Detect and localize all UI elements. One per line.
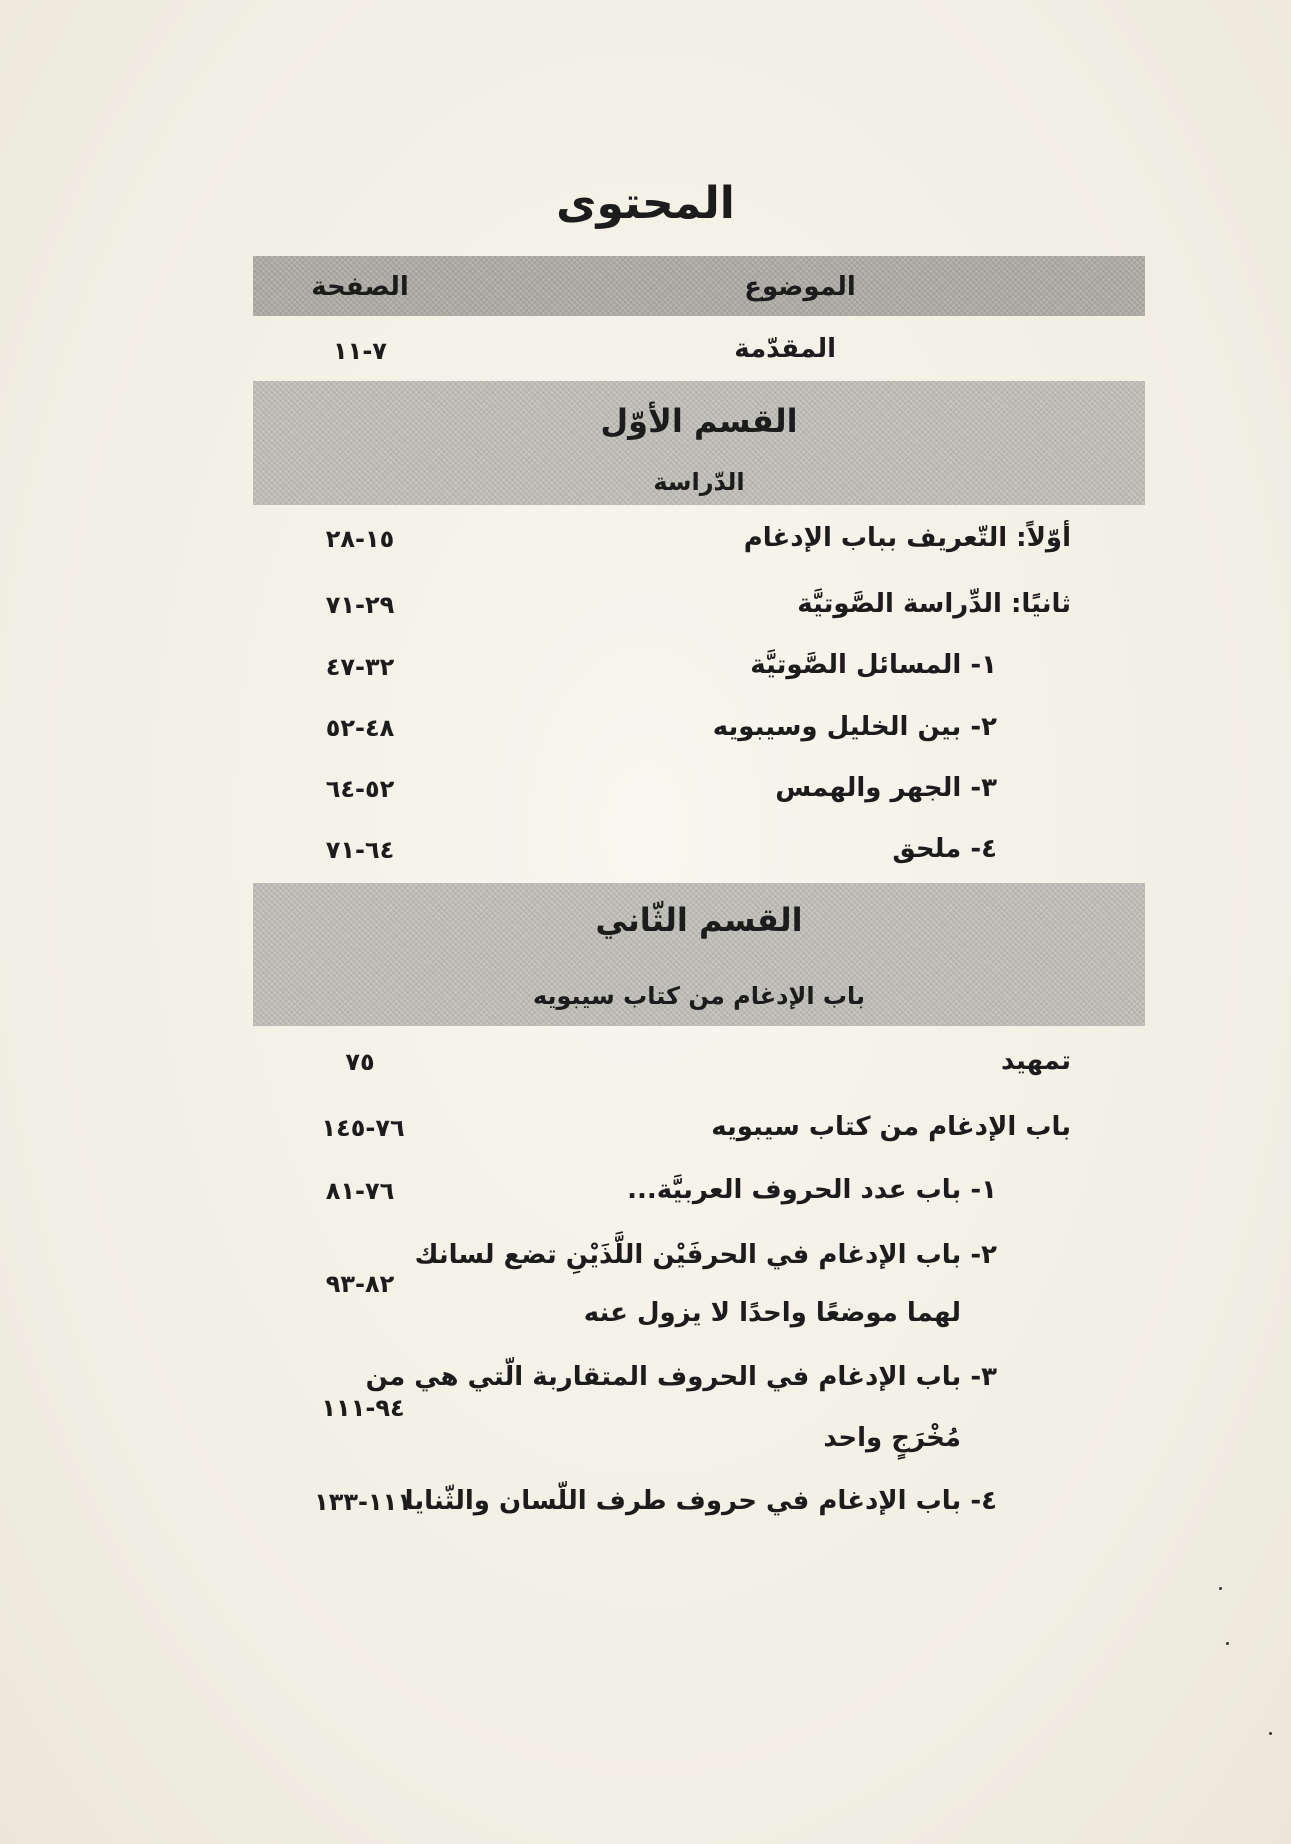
toc-entry: ١- المسائل الصَّوتيَّة (750, 650, 997, 680)
toc-entry: ثانيًا: الدِّراسة الصَّوتيَّة (797, 589, 1071, 619)
toc-entry: أوّلاً: التّعريف بباب الإدغام (743, 523, 1071, 553)
header-page: الصفحة (311, 272, 409, 302)
toc-entry-continuation: لهما موضعًا واحدًا لا يزول عنه (583, 1298, 961, 1328)
toc-entry: ٤- باب الإدغام في حروف طرف اللّسان والثّنايا (404, 1486, 997, 1516)
toc-page: ٦٤-٧١ (325, 836, 395, 864)
toc-page: ٧٥ (345, 1048, 375, 1076)
toc-entry: ٣- الجهر والهمس (775, 773, 997, 803)
section-title: القسم الأوّل (600, 402, 798, 440)
toc-page: ١١١-١٣٣ (314, 1488, 412, 1516)
toc-entry-continuation: مُخْرَجٍ واحد (823, 1423, 961, 1453)
section-subtitle: باب الإدغام من كتاب سيبويه (532, 982, 866, 1010)
toc-page: ٨٢-٩٣ (325, 1270, 395, 1298)
toc-page: ٣٢-٤٧ (325, 653, 395, 681)
toc-entry: تمهيد (1001, 1046, 1071, 1076)
toc-page: ٩٤-١١١ (321, 1394, 405, 1422)
toc-entry: ٢- باب الإدغام في الحرفَيْن اللَّذَيْنِ تضع لسانك (414, 1240, 997, 1270)
toc-page: ٤٨-٥٢ (325, 714, 395, 742)
toc-entry: باب الإدغام من كتاب سيبويه (711, 1112, 1071, 1142)
toc-entry: ٤- ملحق (892, 834, 997, 864)
scan-speck (1226, 1642, 1229, 1645)
toc-page: ١٥-٢٨ (325, 525, 395, 553)
toc-entry: ٣- باب الإدغام في الحروف المتقاربة الّتي هي من (365, 1362, 997, 1392)
toc-entry-intro: المقدّمة (734, 334, 836, 364)
toc-page: ٢٩-٧١ (325, 591, 395, 619)
toc-entry: ١- باب عدد الحروف العربيَّة... (627, 1175, 997, 1205)
section-title: القسم الثّاني (595, 901, 803, 939)
toc-page-intro: ٧-١١ (333, 337, 387, 365)
toc-page: ٥٢-٦٤ (325, 775, 395, 803)
page-title: المحتوى (556, 178, 735, 229)
scan-speck (1269, 1732, 1272, 1735)
section-subtitle: الدّراسة (653, 468, 745, 496)
toc-page: ٧٦-٨١ (325, 1177, 395, 1205)
toc-page: ٧٦-١٤٥ (321, 1114, 405, 1142)
toc-entry: ٢- بين الخليل وسيبويه (712, 712, 997, 742)
scan-speck (1219, 1587, 1222, 1590)
header-topic: الموضوع (744, 272, 856, 302)
